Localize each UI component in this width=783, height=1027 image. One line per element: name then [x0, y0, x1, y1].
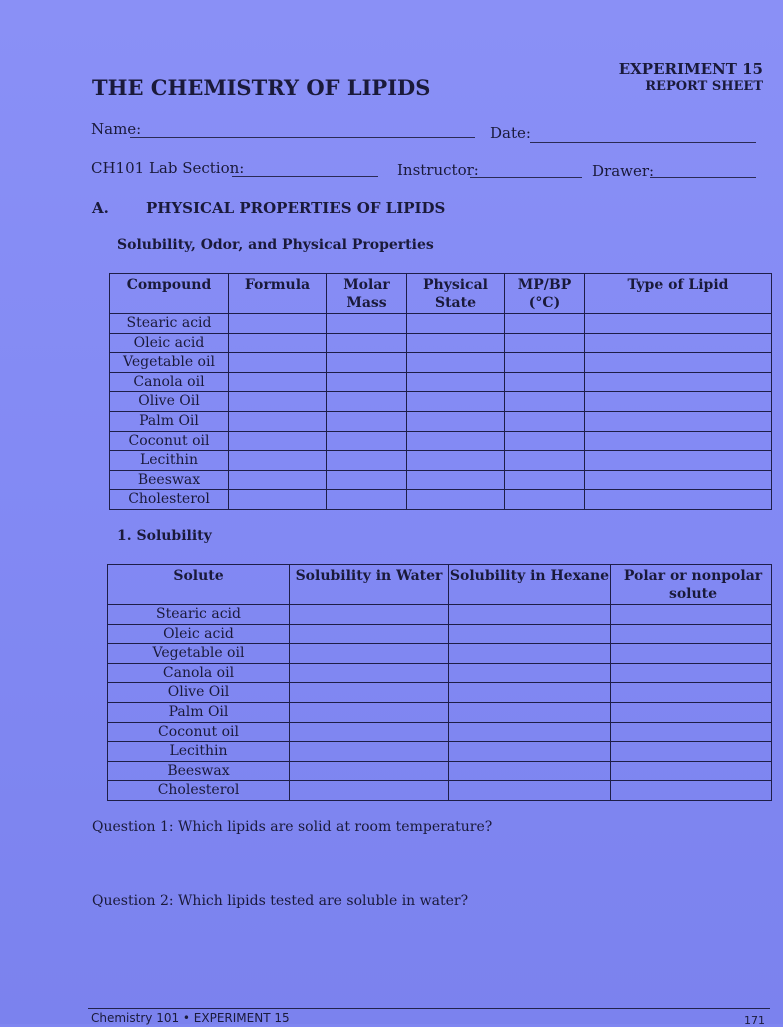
lipid-type-cell[interactable]	[585, 470, 772, 490]
molar-mass-cell[interactable]	[327, 333, 407, 353]
molar-mass-cell[interactable]	[327, 451, 407, 471]
hexane-solubility-cell[interactable]	[449, 663, 611, 683]
lipid-type-cell[interactable]	[585, 490, 772, 510]
formula-cell[interactable]	[229, 411, 327, 431]
compound-name: Canola oil	[110, 372, 229, 392]
molar-mass-cell[interactable]	[327, 470, 407, 490]
drawer-field[interactable]	[650, 177, 756, 178]
table-header-row	[110, 274, 772, 314]
drawer-label: Drawer:	[592, 162, 655, 180]
physical-state-cell[interactable]	[407, 490, 505, 510]
date-label: Date:	[490, 124, 531, 142]
water-solubility-cell[interactable]	[290, 702, 449, 722]
hexane-solubility-cell[interactable]	[449, 605, 611, 625]
mp-bp-cell[interactable]	[505, 372, 585, 392]
mp-bp-cell[interactable]	[505, 490, 585, 510]
mp-bp-cell[interactable]	[505, 470, 585, 490]
header-solubility-water: Solubility in Water	[290, 565, 449, 605]
table-row	[110, 372, 772, 392]
water-solubility-cell[interactable]	[290, 761, 449, 781]
solute-name: Oleic acid	[108, 624, 290, 644]
table-row	[108, 742, 772, 762]
formula-cell[interactable]	[229, 490, 327, 510]
formula-cell[interactable]	[229, 314, 327, 334]
solute-name: Canola oil	[108, 663, 290, 683]
physical-state-cell[interactable]	[407, 333, 505, 353]
water-solubility-cell[interactable]	[290, 624, 449, 644]
lipid-type-cell[interactable]	[585, 431, 772, 451]
solute-name: Beeswax	[108, 761, 290, 781]
lipid-type-cell[interactable]	[585, 392, 772, 412]
solubility-heading: 1. Solubility	[117, 528, 212, 544]
footer-divider	[88, 1008, 770, 1009]
section-a-subtitle: Solubility, Odor, and Physical Properties	[117, 237, 434, 253]
table-row	[110, 392, 772, 412]
section-a-title: PHYSICAL PROPERTIES OF LIPIDS	[146, 199, 446, 217]
solute-name: Palm Oil	[108, 702, 290, 722]
compound-name: Olive Oil	[110, 392, 229, 412]
solute-name: Coconut oil	[108, 722, 290, 742]
solute-name: Stearic acid	[108, 605, 290, 625]
compound-name: Oleic acid	[110, 333, 229, 353]
table-row	[110, 451, 772, 471]
table-row	[108, 683, 772, 703]
name-field[interactable]	[130, 137, 475, 138]
polarity-cell[interactable]	[611, 605, 772, 625]
polarity-cell[interactable]	[611, 624, 772, 644]
molar-mass-cell[interactable]	[327, 372, 407, 392]
header-type-of-lipid: Type of Lipid	[585, 274, 772, 314]
mp-bp-cell[interactable]	[505, 392, 585, 412]
mp-bp-cell[interactable]	[505, 411, 585, 431]
header-solubility-hexane: Solubility in Hexane	[449, 565, 611, 605]
solute-name: Lecithin	[108, 742, 290, 762]
polarity-cell[interactable]	[611, 663, 772, 683]
water-solubility-cell[interactable]	[290, 742, 449, 762]
compound-name: Vegetable oil	[110, 353, 229, 373]
physical-state-cell[interactable]	[407, 392, 505, 412]
water-solubility-cell[interactable]	[290, 683, 449, 703]
header-solute: Solute	[108, 565, 290, 605]
section-a-letter: A.	[92, 199, 109, 217]
table-row	[108, 663, 772, 683]
instructor-label: Instructor:	[397, 161, 479, 179]
physical-state-cell[interactable]	[407, 353, 505, 373]
table-row	[108, 644, 772, 664]
formula-cell[interactable]	[229, 470, 327, 490]
header-polarity: Polar or nonpolar solute	[611, 565, 772, 605]
header-molar-mass: Molar Mass	[327, 274, 407, 314]
formula-cell[interactable]	[229, 372, 327, 392]
table-row	[110, 431, 772, 451]
table-row	[110, 314, 772, 334]
question-1: Question 1: Which lipids are solid at room temperature?	[92, 819, 493, 835]
solute-name: Vegetable oil	[108, 644, 290, 664]
table-row	[108, 761, 772, 781]
hexane-solubility-cell[interactable]	[449, 742, 611, 762]
experiment-label: EXPERIMENT 15	[618, 60, 763, 78]
mp-bp-cell[interactable]	[505, 451, 585, 471]
lipid-type-cell[interactable]	[585, 372, 772, 392]
table-row	[110, 470, 772, 490]
physical-state-cell[interactable]	[407, 451, 505, 471]
water-solubility-cell[interactable]	[290, 644, 449, 664]
hexane-solubility-cell[interactable]	[449, 722, 611, 742]
solubility-table	[107, 564, 772, 801]
table-row	[108, 605, 772, 625]
compound-name: Lecithin	[110, 451, 229, 471]
header-formula: Formula	[229, 274, 327, 314]
lipid-type-cell[interactable]	[585, 353, 772, 373]
polarity-cell[interactable]	[611, 781, 772, 801]
molar-mass-cell[interactable]	[327, 411, 407, 431]
compound-name: Palm Oil	[110, 411, 229, 431]
lab-section-label: CH101 Lab Section:	[91, 159, 245, 177]
header-mp-bp: MP/BP (°C)	[505, 274, 585, 314]
molar-mass-cell[interactable]	[327, 431, 407, 451]
name-label: Name:	[91, 120, 142, 138]
formula-cell[interactable]	[229, 353, 327, 373]
physical-state-cell[interactable]	[407, 372, 505, 392]
formula-cell[interactable]	[229, 392, 327, 412]
table-row	[110, 411, 772, 431]
instructor-field[interactable]	[470, 177, 582, 178]
header-physical-state: Physical State	[407, 274, 505, 314]
hexane-solubility-cell[interactable]	[449, 683, 611, 703]
molar-mass-cell[interactable]	[327, 314, 407, 334]
water-solubility-cell[interactable]	[290, 722, 449, 742]
molar-mass-cell[interactable]	[327, 490, 407, 510]
table-row	[108, 624, 772, 644]
polarity-cell[interactable]	[611, 742, 772, 762]
table-header-row	[108, 565, 772, 605]
page-number: 171	[744, 1014, 765, 1027]
lipid-type-cell[interactable]	[585, 314, 772, 334]
compound-name: Beeswax	[110, 470, 229, 490]
compound-name: Coconut oil	[110, 431, 229, 451]
table-row	[108, 781, 772, 801]
report-sheet-label: REPORT SHEET	[645, 79, 763, 94]
question-2: Question 2: Which lipids tested are soluble in water?	[92, 893, 469, 909]
hexane-solubility-cell[interactable]	[449, 761, 611, 781]
header-compound: Compound	[110, 274, 229, 314]
page-title: THE CHEMISTRY OF LIPIDS	[92, 75, 431, 100]
table-row	[108, 722, 772, 742]
formula-cell[interactable]	[229, 431, 327, 451]
compound-name: Stearic acid	[110, 314, 229, 334]
physical-state-cell[interactable]	[407, 411, 505, 431]
lab-section-field[interactable]	[232, 176, 378, 177]
table-row	[108, 702, 772, 722]
water-solubility-cell[interactable]	[290, 663, 449, 683]
table-row	[110, 353, 772, 373]
polarity-cell[interactable]	[611, 683, 772, 703]
water-solubility-cell[interactable]	[290, 605, 449, 625]
mp-bp-cell[interactable]	[505, 353, 585, 373]
footer-text: Chemistry 101 • EXPERIMENT 15	[91, 1011, 290, 1025]
mp-bp-cell[interactable]	[505, 431, 585, 451]
table-row	[110, 333, 772, 353]
physical-state-cell[interactable]	[407, 314, 505, 334]
polarity-cell[interactable]	[611, 702, 772, 722]
water-solubility-cell[interactable]	[290, 781, 449, 801]
mp-bp-cell[interactable]	[505, 314, 585, 334]
hexane-solubility-cell[interactable]	[449, 702, 611, 722]
compound-name: Cholesterol	[110, 490, 229, 510]
solute-name: Cholesterol	[108, 781, 290, 801]
table-row	[110, 490, 772, 510]
molar-mass-cell[interactable]	[327, 353, 407, 373]
lipid-type-cell[interactable]	[585, 411, 772, 431]
polarity-cell[interactable]	[611, 722, 772, 742]
formula-cell[interactable]	[229, 451, 327, 471]
lipid-type-cell[interactable]	[585, 333, 772, 353]
polarity-cell[interactable]	[611, 644, 772, 664]
physical-state-cell[interactable]	[407, 431, 505, 451]
hexane-solubility-cell[interactable]	[449, 781, 611, 801]
solute-name: Olive Oil	[108, 683, 290, 703]
physical-state-cell[interactable]	[407, 470, 505, 490]
mp-bp-cell[interactable]	[505, 333, 585, 353]
formula-cell[interactable]	[229, 333, 327, 353]
date-field[interactable]	[530, 142, 756, 143]
polarity-cell[interactable]	[611, 761, 772, 781]
hexane-solubility-cell[interactable]	[449, 644, 611, 664]
hexane-solubility-cell[interactable]	[449, 624, 611, 644]
lipid-type-cell[interactable]	[585, 451, 772, 471]
physical-properties-table	[109, 273, 772, 510]
molar-mass-cell[interactable]	[327, 392, 407, 412]
